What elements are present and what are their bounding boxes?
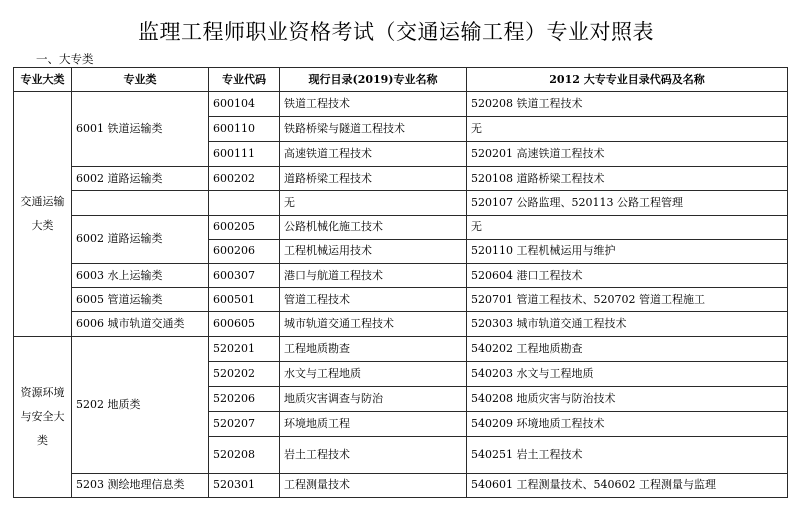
header-major-code: 专业代码: [209, 68, 280, 92]
code-cell: 520201: [209, 336, 280, 361]
class-cell: 5202 地质类: [72, 336, 209, 473]
name-cell: 铁路桥梁与隧道工程技术: [280, 117, 467, 142]
old-name-cell: 520107 公路监理、520113 公路工程管理: [467, 191, 788, 215]
old-name-cell: 520201 高速铁道工程技术: [467, 142, 788, 167]
old-name-cell: 540209 环境地质工程技术: [467, 411, 788, 436]
class-cell: 6003 水上运输类: [72, 263, 209, 287]
name-cell: 城市轨道交通工程技术: [280, 312, 467, 336]
category-cell: 资源环境与安全大类: [14, 336, 72, 497]
table-row: [14, 263, 788, 287]
class-cell: 5203 测绘地理信息类: [72, 473, 209, 497]
old-name-cell: 520604 港口工程技术: [467, 263, 788, 287]
code-cell: 520207: [209, 411, 280, 436]
class-cell: [72, 191, 209, 215]
code-cell: 520202: [209, 361, 280, 386]
name-cell: 工程地质勘查: [280, 336, 467, 361]
class-cell: 6002 道路运输类: [72, 167, 209, 191]
old-name-cell: 无: [467, 215, 788, 239]
class-cell: 6006 城市轨道交通类: [72, 312, 209, 336]
table-row: [14, 92, 788, 117]
old-name-cell: 540601 工程测量技术、540602 工程测量与监理: [467, 473, 788, 497]
name-cell: 岩土工程技术: [280, 436, 467, 473]
table-row: [14, 215, 788, 239]
name-cell: 公路机械化施工技术: [280, 215, 467, 239]
table-row: [14, 473, 788, 497]
code-cell: 600202: [209, 167, 280, 191]
section-heading: 一、大专类: [36, 52, 94, 66]
old-name-cell: 520303 城市轨道交通工程技术: [467, 312, 788, 336]
old-name-cell: 无: [467, 117, 788, 142]
header-2012-name: 2012 大专专业目录代码及名称: [467, 68, 788, 92]
code-cell: 520206: [209, 386, 280, 411]
name-cell: 水文与工程地质: [280, 361, 467, 386]
code-cell: 600111: [209, 142, 280, 167]
code-cell: 600605: [209, 312, 280, 336]
old-name-cell: 540208 地质灾害与防治技术: [467, 386, 788, 411]
class-cell: 6005 管道运输类: [72, 288, 209, 312]
header-current-name: 现行目录(2019)专业名称: [280, 68, 467, 92]
name-cell: 高速铁道工程技术: [280, 142, 467, 167]
class-cell: 6002 道路运输类: [72, 215, 209, 263]
code-cell: 600205: [209, 215, 280, 239]
code-cell: 600104: [209, 92, 280, 117]
old-name-cell: 520701 管道工程技术、520702 管道工程施工: [467, 288, 788, 312]
old-name-cell: 540251 岩土工程技术: [467, 436, 788, 473]
name-cell: 工程机械运用技术: [280, 239, 467, 263]
old-name-cell: 540203 水文与工程地质: [467, 361, 788, 386]
name-cell: 道路桥梁工程技术: [280, 167, 467, 191]
code-cell: 520208: [209, 436, 280, 473]
table-row: [14, 191, 788, 215]
class-cell: 6001 铁道运输类: [72, 92, 209, 167]
name-cell: 地质灾害调查与防治: [280, 386, 467, 411]
old-name-cell: 540202 工程地质勘查: [467, 336, 788, 361]
table-header-row: [14, 68, 788, 92]
table-row: [14, 312, 788, 336]
name-cell: 铁道工程技术: [280, 92, 467, 117]
header-major-class: 专业类: [72, 68, 209, 92]
table-row: [14, 167, 788, 191]
name-cell: 环境地质工程: [280, 411, 467, 436]
code-cell: [209, 191, 280, 215]
table-row: [14, 288, 788, 312]
category-cell: 交通运输大类: [14, 92, 72, 336]
name-cell: 无: [280, 191, 467, 215]
code-cell: 520301: [209, 473, 280, 497]
page-title: 监理工程师职业资格考试（交通运输工程）专业对照表: [138, 20, 654, 44]
code-cell: 600501: [209, 288, 280, 312]
old-name-cell: 520208 铁道工程技术: [467, 92, 788, 117]
old-name-cell: 520108 道路桥梁工程技术: [467, 167, 788, 191]
old-name-cell: 520110 工程机械运用与维护: [467, 239, 788, 263]
major-comparison-table: [13, 67, 788, 498]
name-cell: 管道工程技术: [280, 288, 467, 312]
header-major-category: 专业大类: [14, 68, 72, 92]
code-cell: 600307: [209, 263, 280, 287]
table-row: [14, 336, 788, 361]
code-cell: 600206: [209, 239, 280, 263]
name-cell: 工程测量技术: [280, 473, 467, 497]
name-cell: 港口与航道工程技术: [280, 263, 467, 287]
code-cell: 600110: [209, 117, 280, 142]
